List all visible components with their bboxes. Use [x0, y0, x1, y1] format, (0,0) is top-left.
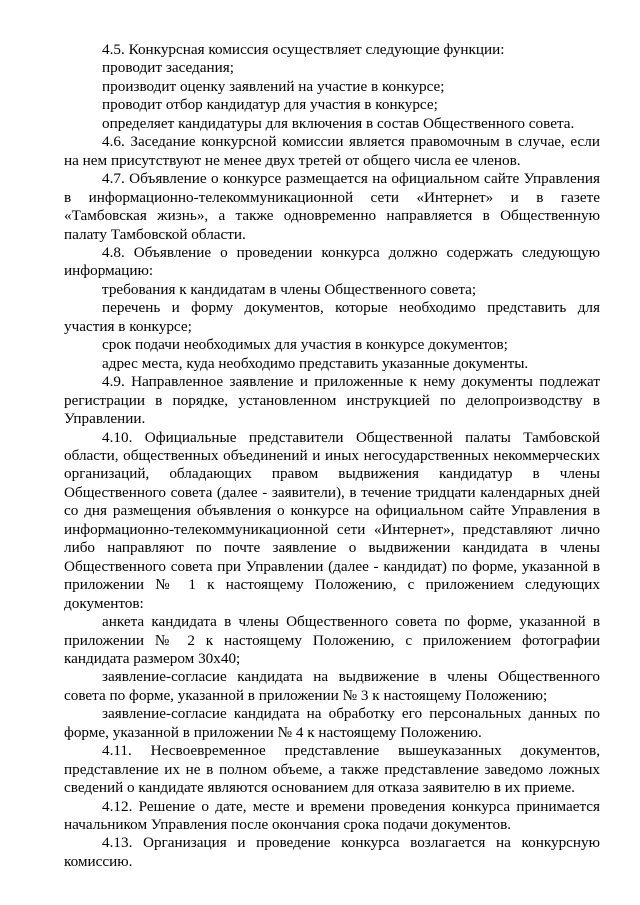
- paragraph-4-10: 4.10. Официальные представители Общественной палаты Тамбовской области, общественных объединений и иных негосударственных некоммерческих организаций, обладающих правом выдвижения кандидатур в члены Общественного совета (далее - заявители), в течение тридцати календарных дней со дня размещения объявления о конкурсе на официальном сайте Управления в информационно-телекоммуникационной сети «Интернет», представляют лично либо направляют по почте заявление о выдвижении кандидата в члены Общественного совета при Управлении (далее - кандидат) по форме, указанной в приложении № 1 к настоящему Положению, с приложением следующих документов:: [64, 428, 600, 612]
- list-item: определяет кандидатуры для включения в состав Общественного совета.: [102, 114, 575, 132]
- list-item: проводит отбор кандидатур для участия в конкурсе;: [102, 96, 438, 114]
- list-item: заявление-согласие кандидата на выдвижение в члены Общественного совета по форме, указанной в приложении № 3 к настоящему Положению;: [64, 668, 600, 704]
- paragraph-4-11: 4.11. Несвоевременное представление вышеуказанных документов, представление их не в полном объеме, а также представление заведомо ложных сведений о кандидате являются основанием для отказа заявителю в их приеме.: [64, 742, 600, 797]
- paragraph-4-6: 4.6. Заседание конкурсной комиссии является правомочным в случае, если на нем присутствуют не менее двух третей от общего числа ее членов.: [64, 133, 600, 169]
- paragraph-4-12: 4.12. Решение о дате, месте и времени проведения конкурса принимается начальником Управления после окончания срока подачи документов.: [64, 797, 600, 834]
- paragraph-4-13: 4.13. Организация и проведение конкурса возлагается на конкурсную комиссию.: [64, 834, 600, 870]
- list-item: производит оценку заявлений на участие в конкурсе;: [102, 77, 445, 95]
- paragraph-4-5: 4.5. Конкурсная комиссия осуществляет следующие функции:: [102, 41, 505, 58]
- document-body: [64, 41, 600, 871]
- paragraph-4-8: 4.8. Объявление о проведении конкурса должно содержать следующую информацию:: [64, 243, 600, 280]
- list-item: срок подачи необходимых для участия в конкурсе документов;: [102, 336, 508, 354]
- list-item: требования к кандидатам в члены Общественного совета;: [102, 280, 477, 298]
- list-item: проводит заседания;: [102, 59, 234, 77]
- paragraph-4-9: 4.9. Направленное заявление и приложенные к нему документы подлежат регистрации в порядке, установленном инструкцией по делопроизводству в Управлении.: [64, 373, 600, 428]
- list-item: заявление-согласие кандидата на обработку его персональных данных по форме, указанной в приложении № 4 к настоящему Положению.: [64, 705, 600, 741]
- list-item: анкета кандидата в члены Общественного совета по форме, указанной в приложении № 2 к настоящему Положению, с приложением фотографии кандидата размером 30x40;: [64, 613, 600, 667]
- paragraph-4-7: 4.7. Объявление о конкурсе размещается на официальном сайте Управления в информационно-телекоммуникационной сети «Интернет» и в газете «Тамбовская жизнь», а также одновременно направляется в Общественную палату Тамбовской области.: [64, 170, 600, 243]
- list-item: перечень и форму документов, которые необходимо представить для участия в конкурсе;: [64, 299, 600, 335]
- list-item: адрес места, куда необходимо представить указанные документы.: [102, 354, 529, 372]
